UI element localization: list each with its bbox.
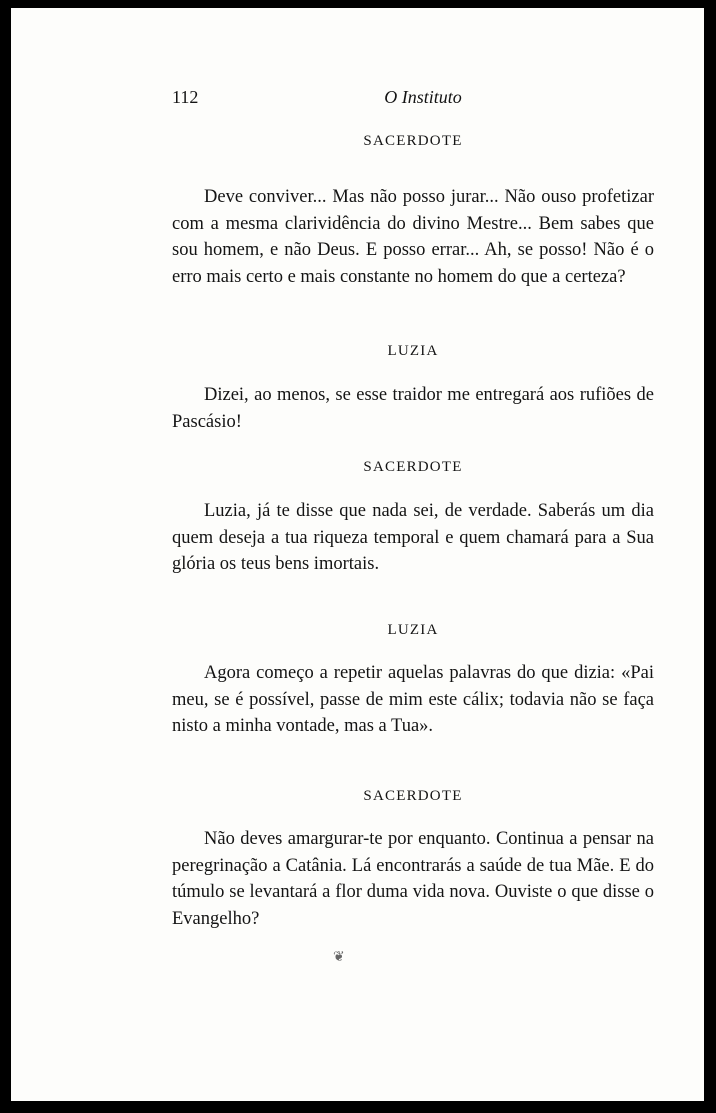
- book-page: [11, 8, 704, 1101]
- running-title: O Instituto: [384, 87, 462, 107]
- speech-paragraph: Agora começo a repetir aquelas palavras do que dizia: «Pai meu, se é possível, passe de mim este cálix; todavia não se faça nisto a minha vontade, mas a Tua».: [172, 663, 654, 737]
- speech-paragraph: Luzia, já te disse que nada sei, de verdade. Saberás um dia quem deseja a tua riqueza temporal e quem chamará para a Sua glória os teus bens imortais.: [172, 501, 654, 575]
- speech-paragraph: Dizei, ao menos, se esse traidor me entregará aos rufiões de Pascásio!: [172, 385, 654, 432]
- speaker-label: SACERDOTE: [363, 788, 463, 804]
- speech-paragraph: Não deves amargurar-te por enquanto. Continua a pensar na peregrinação a Catânia. Lá encontrarás a saúde de tua Mãe. E do túmulo se levantará a flor duma vida nova. Ouviste o que disse o Evangelho?: [172, 829, 654, 929]
- speech-paragraph: Deve conviver... Mas não posso jurar... Não ouso profetizar com a mesma clarividência do divino Mestre... Bem sabes que sou homem, e não Deus. E posso errar... Ah, se posso! Não é o erro mais certo e mais constante no homem do que a certeza?: [172, 187, 654, 287]
- ornament-icon: ❦: [333, 950, 345, 965]
- speaker-label: LUZIA: [387, 622, 439, 638]
- page-number: 112: [172, 87, 199, 107]
- page-header: [172, 87, 654, 111]
- speaker-label: SACERDOTE: [363, 133, 463, 149]
- speaker-label: SACERDOTE: [363, 459, 463, 475]
- speaker-label: LUZIA: [387, 343, 439, 359]
